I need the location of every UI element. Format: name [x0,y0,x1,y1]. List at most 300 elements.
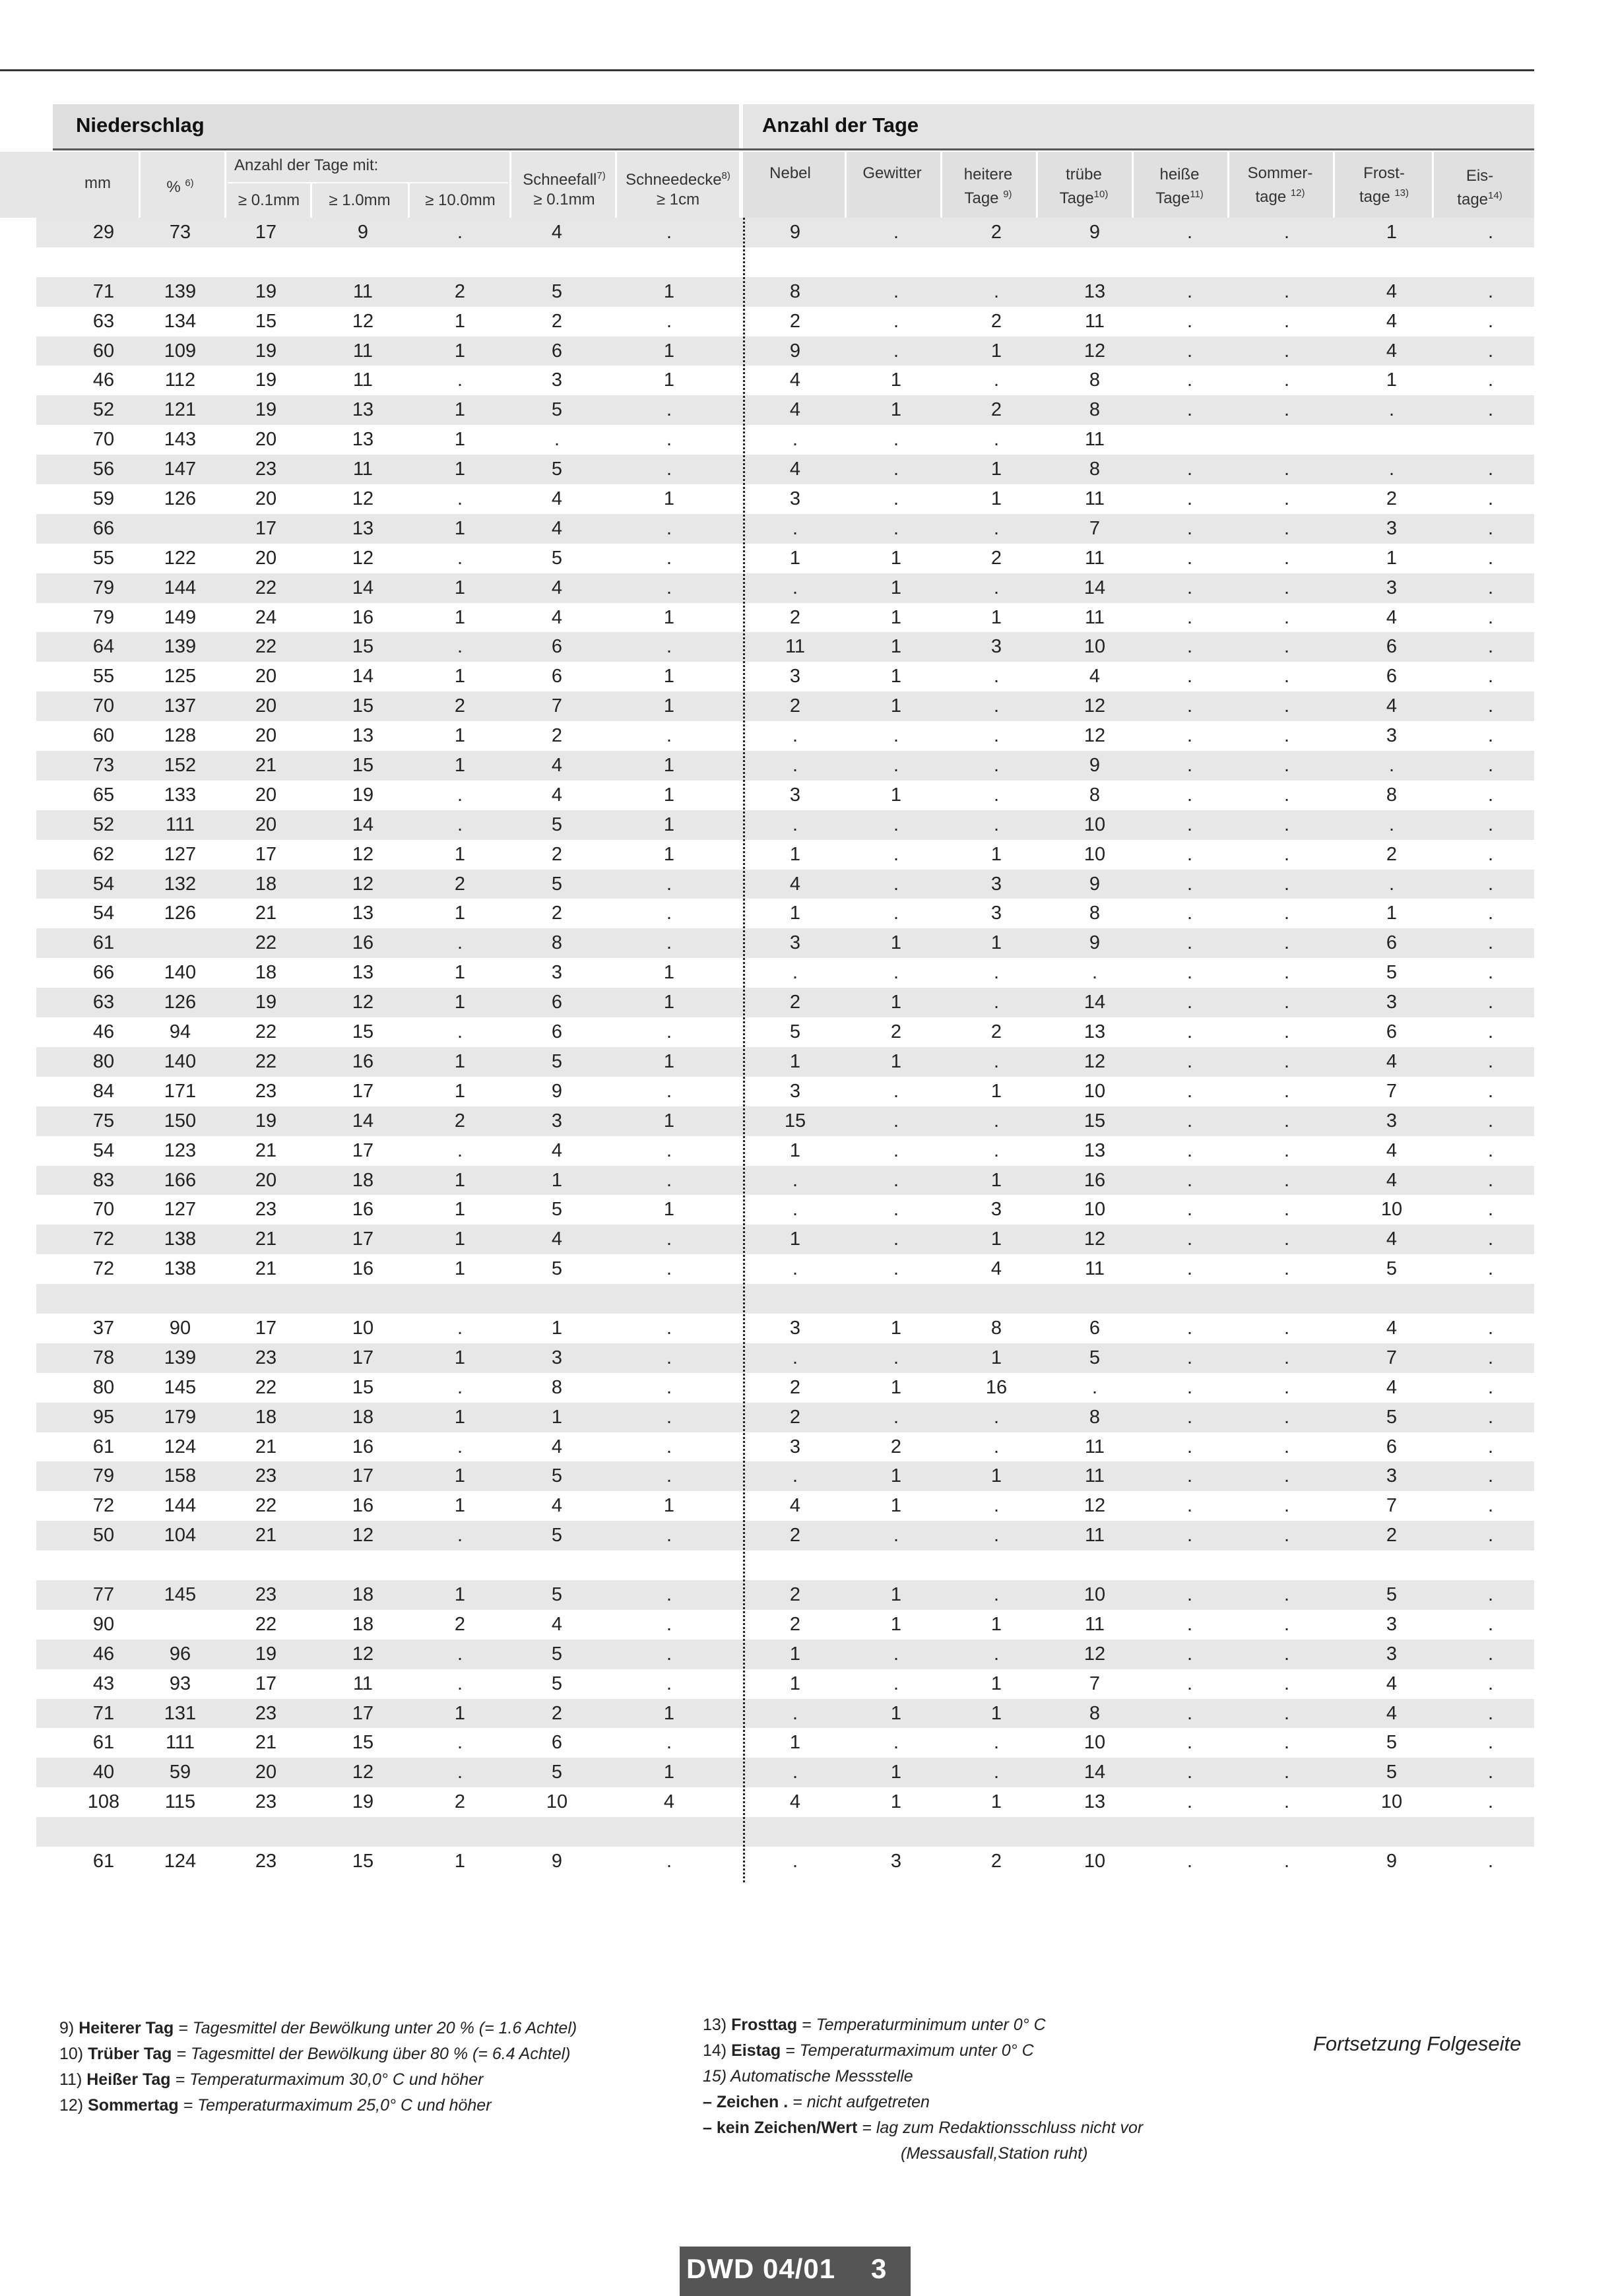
cell-frost: 5 [1386,1732,1398,1754]
cell-mm: 70 [92,695,115,717]
cell-heisse: . [1186,399,1193,421]
cell-nebel: . [792,1850,798,1872]
cell-mm: 61 [92,1732,115,1754]
cell-heisse: . [1186,547,1193,569]
cell-frost: . [1388,399,1395,421]
cell-eis: . [1487,962,1494,984]
cell-schneedecke: . [666,1583,672,1605]
cell-pct [141,514,220,544]
cell-sommer: . [1283,903,1290,924]
table-spacer-row [36,1284,1534,1314]
cell-truebe: 10 [1083,1199,1106,1221]
cell-heitere: 3 [990,1199,1002,1221]
cell-truebe: 6 [1089,1317,1101,1339]
cell-schneedecke: . [666,577,672,598]
cell-nebel: . [792,517,798,539]
cell-tage-10mm: 15 [352,636,374,658]
cell-heisse: . [1186,1228,1193,1250]
cell-tage-01mm: 20 [255,725,277,747]
cell-gewitter: . [893,459,899,480]
col-divider [615,152,617,218]
cell-pct: 171 [164,1080,197,1102]
cell-schneefall: 8 [551,932,563,954]
cell-tage-100mm: . [457,547,463,569]
cell-heisse: . [1186,1613,1193,1635]
col-schneedecke: Schneedecke$^{8)}$ ≥ 1cm [626,170,730,208]
cell-truebe: 11 [1084,606,1105,628]
col-divider [845,152,847,218]
cell-pct: 179 [164,1406,197,1428]
table-row [36,1403,1534,1432]
cell-gewitter: . [893,1169,899,1191]
cell-eis: . [1487,577,1494,598]
cell-pct: 134 [164,310,197,332]
cell-heisse: . [1186,1110,1193,1132]
cell-schneefall: 6 [551,666,563,687]
cell-nebel: 2 [789,1376,801,1398]
cell-mm: 84 [92,1080,115,1102]
cell-truebe: 10 [1083,1732,1106,1754]
cell-schneefall: 6 [551,1732,563,1754]
cell-tage-01mm: 23 [255,1080,277,1102]
cell-sommer: . [1283,1110,1290,1132]
cell-gewitter: 3 [890,1850,902,1872]
cell-nebel: 2 [789,695,801,717]
cell-nebel: . [792,1199,798,1221]
cell-heisse: . [1186,1583,1193,1605]
table-row [36,1047,1534,1077]
cell-schneefall: . [554,429,560,451]
cell-heitere: 1 [990,1465,1002,1487]
cell-frost: 5 [1386,962,1398,984]
cell-nebel: 4 [789,399,801,421]
cell-tage-100mm: 1 [454,903,466,924]
cell-frost: 2 [1386,1525,1398,1547]
cell-schneefall: 5 [551,873,563,895]
cell-schneefall: 5 [551,1050,563,1072]
table-row [36,1610,1534,1640]
cell-mm: 46 [92,1643,115,1665]
cell-tage-10mm: 12 [352,873,374,895]
cell-frost: 4 [1386,1228,1398,1250]
cell-schneedecke: . [666,222,672,243]
cell-pct: 124 [164,1436,197,1457]
cell-heitere: 3 [990,903,1002,924]
cell-schneedecke: . [666,636,672,658]
cell-eis: . [1487,547,1494,569]
cell-frost: 4 [1386,606,1398,628]
table-row [36,544,1534,573]
cell-nebel: . [792,429,798,451]
cell-mm: 52 [92,399,115,421]
cell-tage-01mm: 23 [255,459,277,480]
cell-tage-01mm: 20 [255,1169,277,1191]
table-header [0,104,1534,218]
cell-truebe: 13 [1083,1139,1106,1161]
cell-nebel: . [792,755,798,777]
table-row [36,1017,1534,1047]
cell-schneefall: 4 [551,1613,563,1635]
cell-frost: 4 [1386,1673,1398,1694]
cell-schneedecke: . [666,1525,672,1547]
cell-gewitter: 1 [890,606,902,628]
cell-nebel: 5 [789,1021,801,1043]
cell-tage-01mm: 23 [255,1347,277,1368]
table-row [36,1491,1534,1521]
cell-frost: 3 [1386,577,1398,598]
cell-heitere: 1 [990,932,1002,954]
cell-heisse: . [1186,666,1193,687]
cell-mm: 65 [92,784,115,806]
cell-eis: . [1487,1199,1494,1221]
continuation-note: Fortsetzung Folgeseite [1313,2032,1522,2055]
cell-tage-10mm: 17 [352,1080,374,1102]
cell-heitere: 1 [990,459,1002,480]
col-truebe: trübe Tage$^{10)}$ [1059,166,1109,207]
cell-pct: 125 [164,666,197,687]
cell-schneedecke: . [666,310,672,332]
cell-pct: 111 [165,813,195,835]
cell-frost: 3 [1386,992,1398,1013]
cell-frost: 5 [1386,1762,1398,1783]
col-heitere: heitere Tage $^{9)}$ [963,166,1013,207]
cell-nebel: 3 [789,1436,801,1457]
col-pct: % $^{6)}$ [166,177,194,196]
cell-heisse: . [1186,636,1193,658]
cell-mm: 73 [92,755,115,777]
cell-tage-01mm: 19 [255,340,277,362]
cell-pct: 122 [164,547,197,569]
cell-tage-10mm: 13 [352,725,374,747]
cell-heitere: . [993,369,1000,391]
cell-tage-100mm: 1 [454,1169,466,1191]
cell-tage-01mm: 18 [255,1406,277,1428]
cell-sommer: . [1283,1643,1290,1665]
table-spacer-row [36,1550,1534,1580]
cell-gewitter: 1 [890,1791,902,1813]
cell-mm: 50 [92,1525,115,1547]
cell-mm: 108 [87,1791,120,1813]
cell-tage-100mm: 1 [454,1850,466,1872]
cell-frost: 6 [1386,932,1398,954]
table-row [36,958,1534,988]
cell-frost: 4 [1386,695,1398,717]
cell-nebel: 1 [789,1139,801,1161]
cell-mm: 61 [92,1436,115,1457]
table-row [36,840,1534,870]
cell-tage-100mm: 2 [454,873,466,895]
cell-tage-100mm: 1 [454,1702,466,1724]
table-row [36,1314,1534,1343]
table-row [36,307,1534,336]
cell-tage-01mm: 22 [255,1021,277,1043]
cell-schneedecke: 1 [663,1050,675,1072]
cell-mm: 52 [92,813,115,835]
col-eis: Eis- tage$^{14)}$ [1457,167,1503,208]
cell-tage-01mm: 18 [255,962,277,984]
cell-heisse: . [1186,1080,1193,1102]
col-schneefall: Schneefall$^{7)}$ ≥ 0.1mm [523,170,606,208]
cell-nebel: 9 [789,340,801,362]
page-number: 3 [871,2253,887,2284]
cell-tage-01mm: 19 [255,1643,277,1665]
cell-sommer: . [1283,962,1290,984]
cell-mm: 78 [92,1347,115,1368]
cell-truebe: 8 [1089,903,1101,924]
cell-schneefall: 2 [551,725,563,747]
cell-tage-10mm: 16 [352,1495,374,1517]
cell-nebel: 3 [789,1080,801,1102]
cell-tage-10mm: 17 [352,1228,374,1250]
cell-tage-01mm: 17 [255,1673,277,1694]
cell-heisse: . [1186,784,1193,806]
cell-schneefall: 5 [551,813,563,835]
cell-tage-10mm: 12 [352,1762,374,1783]
cell-tage-10mm: 17 [352,1465,374,1487]
cell-frost: 4 [1386,1050,1398,1072]
cell-schneedecke: 1 [663,1495,675,1517]
cell-gewitter: . [893,1258,899,1280]
cell-pct: 140 [164,962,197,984]
cell-eis: . [1487,517,1494,539]
cell-sommer: . [1283,1139,1290,1161]
cell-tage-10mm: 15 [352,1376,374,1398]
cell-heisse: . [1186,459,1193,480]
col-01mm: ≥ 0.1mm [238,191,300,209]
cell-gewitter: . [893,1199,899,1221]
cell-nebel: 4 [789,1791,801,1813]
cell-tage-01mm: 20 [255,813,277,835]
cell-frost: 4 [1386,1702,1398,1724]
cell-schneedecke: . [666,1673,672,1694]
cell-heitere: 1 [990,606,1002,628]
cell-tage-100mm: 2 [454,695,466,717]
cell-truebe: 10 [1083,636,1106,658]
col-divider [1432,152,1434,218]
cell-sommer: . [1283,1050,1290,1072]
cell-tage-01mm: 21 [255,1436,277,1457]
cell-heisse: . [1186,1050,1193,1072]
cell-tage-10mm: 11 [352,459,373,480]
footnote-10: 10) Trüber Tag = Tagesmittel der Bewölkung über 80 % (= 6.4 Achtel) [59,2045,571,2063]
cell-pct: 158 [164,1465,197,1487]
cell-heisse: . [1186,695,1193,717]
section-divider [743,218,745,1882]
cell-schneedecke: 1 [663,280,675,302]
cell-pct: 127 [164,1199,197,1221]
cell-heisse: . [1186,577,1193,598]
cell-tage-10mm: 18 [352,1169,374,1191]
cell-tage-10mm: 14 [352,577,374,598]
cell-frost: 1 [1386,547,1398,569]
cell-gewitter: . [893,488,899,510]
table-row [36,1106,1534,1136]
cell-sommer: . [1283,1702,1290,1724]
cell-heisse: . [1186,340,1193,362]
cell-heisse: . [1186,903,1193,924]
cell-pct: 152 [164,755,197,777]
cell-nebel: 11 [785,636,806,658]
cell-nebel: 3 [789,488,801,510]
table-row [36,1136,1534,1166]
cell-frost: 4 [1386,310,1398,332]
cell-nebel: 2 [789,1613,801,1635]
cell-truebe: 12 [1083,725,1106,747]
cell-nebel: . [792,1258,798,1280]
cell-sommer: . [1283,606,1290,628]
cell-nebel: 1 [789,547,801,569]
cell-gewitter: . [893,280,899,302]
cell-schneefall: 4 [551,784,563,806]
cell-schneedecke: . [666,1228,672,1250]
col-divider [1333,152,1335,218]
col-10mm: ≥ 1.0mm [329,191,391,209]
cell-pct [141,1610,220,1640]
cell-gewitter: . [893,813,899,835]
cell-gewitter: 1 [890,1762,902,1783]
cell-heitere: . [993,517,1000,539]
cell-pct: 149 [164,606,197,628]
cell-tage-01mm: 21 [255,1228,277,1250]
cell-schneedecke: . [666,932,672,954]
cell-frost: 8 [1386,784,1398,806]
cell-schneefall: 2 [551,1702,563,1724]
cell-sommer: . [1283,873,1290,895]
cell-pct: 145 [164,1583,197,1605]
cell-truebe: 11 [1084,429,1105,451]
legend-zeichen: – Zeichen . = nicht aufgetreten [703,2093,930,2111]
cell-gewitter: 1 [890,1702,902,1724]
cell-sommer: . [1283,577,1290,598]
cell-truebe: 11 [1084,547,1105,569]
cell-heisse: . [1186,222,1193,243]
cell-tage-100mm: 1 [454,992,466,1013]
cell-heisse: . [1186,1258,1193,1280]
cell-schneedecke: . [666,1376,672,1398]
cell-sommer: . [1283,1021,1290,1043]
cell-frost: 5 [1386,1583,1398,1605]
col-divider [509,152,511,218]
cell-heisse: . [1186,1791,1193,1813]
cell-heitere: . [993,1525,1000,1547]
cell-mm: 90 [92,1613,115,1635]
cell-eis: . [1487,310,1494,332]
cell-mm: 43 [92,1673,115,1694]
cell-eis: . [1487,1613,1494,1635]
cell-eis: . [1487,1317,1494,1339]
cell-sommer: . [1283,517,1290,539]
col-frost: Frost- tage $^{13)}$ [1359,164,1409,206]
cell-frost: 4 [1386,1317,1398,1339]
cell-schneefall: 9 [551,1850,563,1872]
cell-truebe: 10 [1083,813,1106,835]
cell-heisse: . [1186,1850,1193,1872]
cell-frost: 6 [1386,666,1398,687]
cell-pct: 104 [164,1525,197,1547]
cell-pct: 143 [164,429,197,451]
cell-pct: 96 [169,1643,191,1665]
cell-gewitter: 1 [890,1050,902,1072]
cell-heitere: . [993,1732,1000,1754]
cell-schneefall: 6 [551,636,563,658]
cell-truebe: 5 [1089,1347,1101,1368]
cell-truebe: 11 [1084,1525,1105,1547]
table-spacer-row [36,247,1534,277]
cell-tage-10mm: 14 [352,813,374,835]
cell-sommer: . [1283,1583,1290,1605]
cell-tage-01mm: 22 [255,636,277,658]
cell-nebel: 3 [789,784,801,806]
cell-tage-10mm: 16 [352,606,374,628]
cell-eis: . [1487,1376,1494,1398]
cell-tage-100mm: 1 [454,666,466,687]
cell-schneedecke: 1 [663,813,675,835]
cell-heitere: . [993,755,1000,777]
cell-tage-100mm: 1 [454,962,466,984]
cell-schneefall: 5 [551,1199,563,1221]
footnotes-left [59,2016,577,2119]
cell-schneefall: 5 [551,399,563,421]
cell-heitere: 2 [990,1021,1002,1043]
cell-schneefall: 6 [551,1021,563,1043]
cell-mm: 63 [92,992,115,1013]
cell-frost: 3 [1386,1110,1398,1132]
cell-eis: . [1487,1406,1494,1428]
cell-eis: . [1487,340,1494,362]
cell-tage-100mm: . [457,1525,463,1547]
cell-schneedecke: . [666,1347,672,1368]
cell-mm: 70 [92,429,115,451]
cell-heisse: . [1186,369,1193,391]
cell-mm: 37 [92,1317,115,1339]
cell-heisse: . [1186,1376,1193,1398]
cell-heisse: . [1186,1169,1193,1191]
col-anzahl-mit: Anzahl der Tage mit: [234,156,379,174]
cell-tage-01mm: 19 [255,280,277,302]
cell-tage-10mm: 13 [352,399,374,421]
cell-schneefall: 3 [551,1110,563,1132]
cell-sommer: . [1283,1673,1290,1694]
cell-tage-100mm: 1 [454,340,466,362]
cell-gewitter: . [893,1347,899,1368]
cell-frost: 6 [1386,636,1398,658]
cell-eis: . [1487,843,1494,865]
cell-tage-10mm: 18 [352,1613,374,1635]
col-divider [310,182,312,218]
cell-heisse: . [1186,932,1193,954]
cell-eis: . [1487,666,1494,687]
footnote-12: 12) Sommertag = Temperaturmaximum 25,0° C und höher [59,2096,492,2115]
cell-truebe: 8 [1089,1406,1101,1428]
table-row [36,1847,1534,1876]
cell-tage-10mm: 13 [352,903,374,924]
cell-tage-10mm: 12 [352,843,374,865]
table-row [36,721,1534,751]
cell-tage-10mm: 17 [352,1347,374,1368]
cell-tage-100mm: 1 [454,606,466,628]
cell-eis: . [1487,1850,1494,1872]
cell-nebel: 1 [789,1673,801,1694]
table-row [36,1195,1534,1225]
sub-rule [228,182,508,183]
cell-schneedecke: . [666,1021,672,1043]
cell-heisse: . [1186,1465,1193,1487]
cell-eis: . [1487,932,1494,954]
cell-heitere: 1 [990,1702,1002,1724]
cell-frost: 6 [1386,1436,1398,1457]
cell-eis: . [1487,873,1494,895]
cell-eis: . [1487,1673,1494,1694]
